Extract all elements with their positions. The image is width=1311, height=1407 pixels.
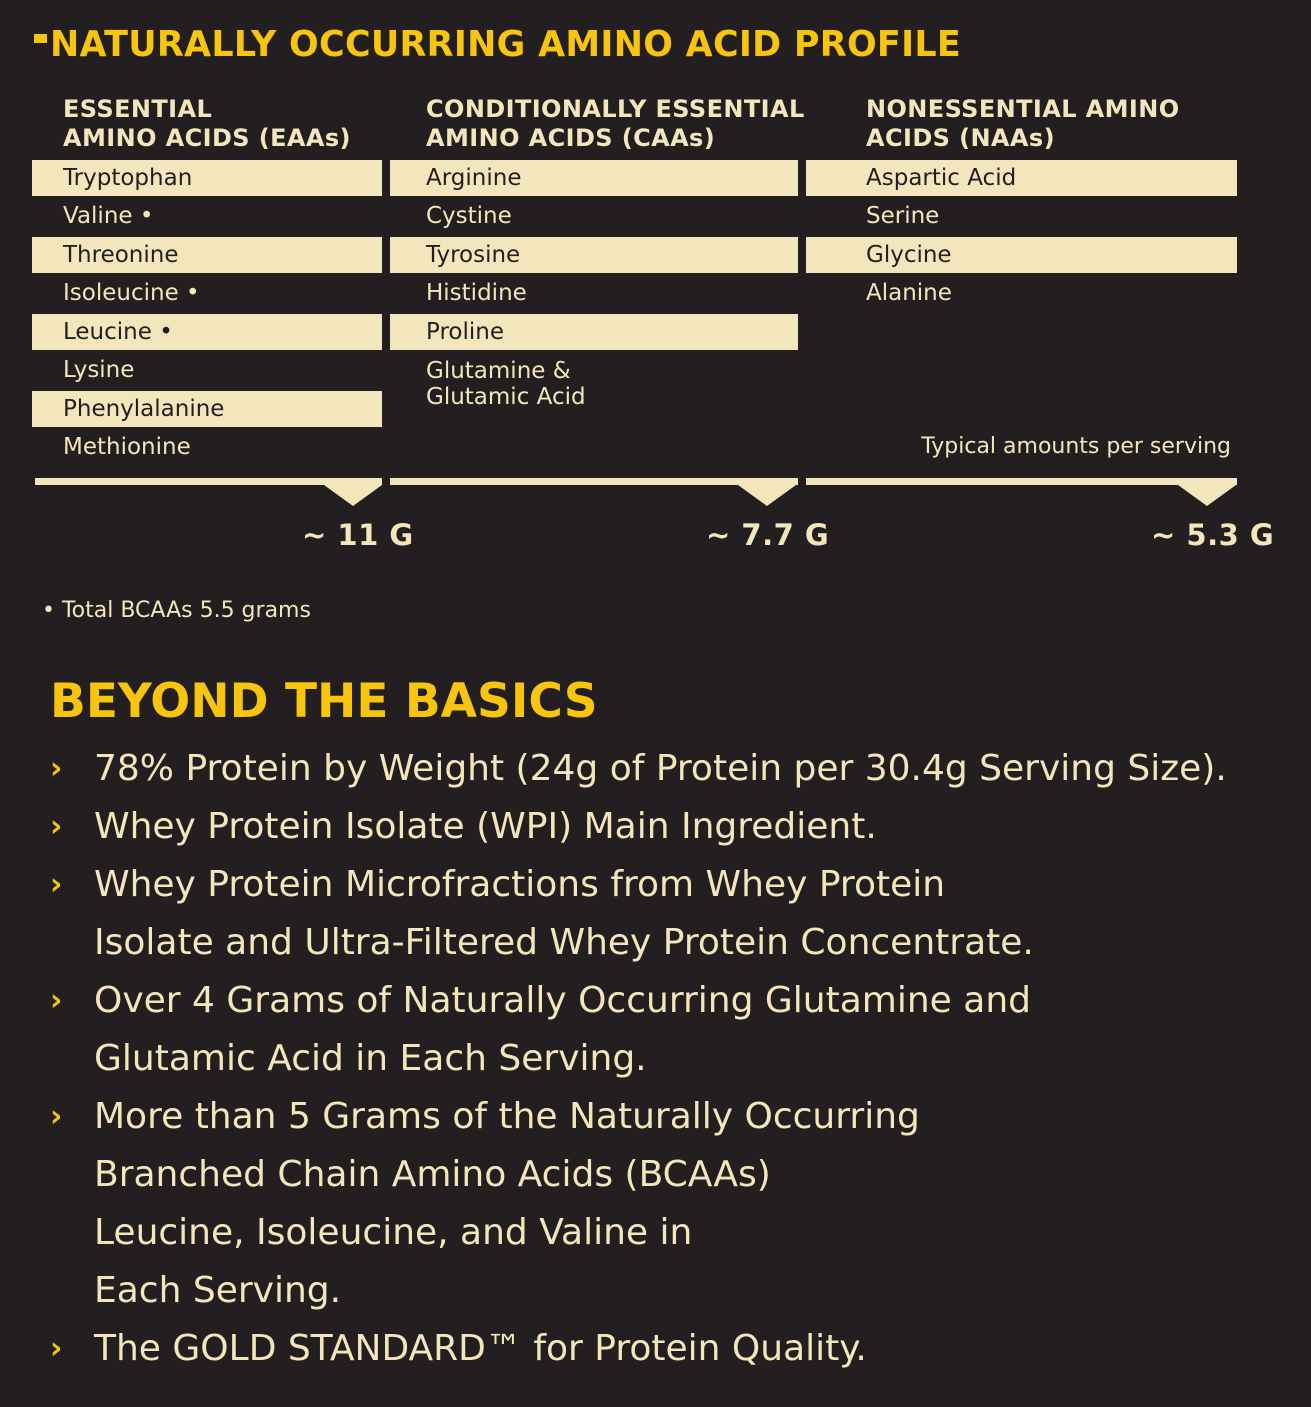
list-item [50,972,1300,1088]
caa-item-line: Glutamine & [426,358,571,384]
eaa-bracket-bar [35,478,382,485]
naa-item: Serine [866,203,940,229]
chevron-right-icon: › [50,1099,63,1134]
eaa-item: Threonine [32,237,382,273]
list-item-line: Each Serving. [94,1270,342,1311]
eaa-item: Lysine [63,357,135,383]
eaa-heading-line1: ESSENTIAL [63,95,213,123]
title-marker [34,34,47,43]
naa-heading-line1: NONESSENTIAL AMINO [866,95,1180,123]
chevron-right-icon: › [50,1331,63,1366]
naa-bracket-bar [806,478,1237,485]
caa-item: Tyrosine [390,237,798,273]
caa-heading [426,95,805,153]
eaa-item: Tryptophan [32,160,382,196]
caa-item: Cystine [426,203,512,229]
beyond-heading: BEYOND THE BASICS [50,674,598,729]
list-item [50,798,1300,856]
caa-item: Histidine [426,280,527,306]
eaa-pointer-triangle [324,485,382,506]
naa-heading-line2: ACIDS (NAAs) [866,124,1055,152]
list-item-line: Glutamic Acid in Each Serving. [94,1038,647,1079]
naa-item: Aspartic Acid [806,160,1237,196]
caa-bracket-bar [390,478,798,485]
eaa-item: Valine • [63,203,154,229]
list-item-line: Whey Protein Isolate (WPI) Main Ingredient. [94,806,877,847]
caa-item: Proline [390,314,798,350]
list-item-line: More than 5 Grams of the Naturally Occurring [94,1096,920,1137]
eaa-item: Methionine [63,434,191,460]
caa-item: Arginine [390,160,798,196]
list-item [50,856,1300,972]
beyond-list [50,740,1300,1378]
list-item-line: Branched Chain Amino Acids (BCAAs) [94,1154,771,1195]
naa-item: Alanine [866,280,952,306]
list-item-line: Over 4 Grams of Naturally Occurring Glutamine and [94,980,1032,1021]
naa-pointer-triangle [1178,485,1236,506]
caa-item-glutamine [390,352,798,410]
typical-amounts-note: Typical amounts per serving [921,434,1231,459]
eaa-item: Phenylalanine [32,391,382,427]
chevron-right-icon: › [50,983,63,1018]
caa-total: ~ 7.7 G [706,518,830,552]
list-item [50,1088,1300,1320]
naa-item: Glycine [806,237,1237,273]
naa-total: ~ 5.3 G [1151,518,1275,552]
chevron-right-icon: › [50,751,63,786]
eaa-heading [63,95,351,153]
page-title: NATURALLY OCCURRING AMINO ACID PROFILE [50,24,962,65]
list-item-line: Leucine, Isoleucine, and Valine in [94,1212,693,1253]
list-item-line: Isolate and Ultra-Filtered Whey Protein Concentrate. [94,922,1034,963]
list-item-line: Whey Protein Microfractions from Whey Protein [94,864,946,905]
bcaa-footnote: • Total BCAAs 5.5 grams [42,598,311,623]
eaa-heading-line2: AMINO ACIDS (EAAs) [63,124,351,152]
list-item [50,740,1300,798]
eaa-item: Isoleucine • [63,280,200,306]
list-item-line: The GOLD STANDARD™ for Protein Quality. [94,1328,867,1369]
list-item [50,1320,1300,1378]
list-item-line: 78% Protein by Weight (24g of Protein per 30.4g Serving Size). [94,748,1227,789]
eaa-item: Leucine • [32,314,382,350]
caa-heading-line2: AMINO ACIDS (CAAs) [426,124,716,152]
chevron-right-icon: › [50,867,63,902]
eaa-total: ~ 11 G [302,518,414,552]
chevron-right-icon: › [50,809,63,844]
caa-pointer-triangle [738,485,796,506]
caa-heading-line1: CONDITIONALLY ESSENTIAL [426,95,805,123]
naa-heading [866,95,1180,153]
caa-item-line: Glutamic Acid [426,384,586,410]
